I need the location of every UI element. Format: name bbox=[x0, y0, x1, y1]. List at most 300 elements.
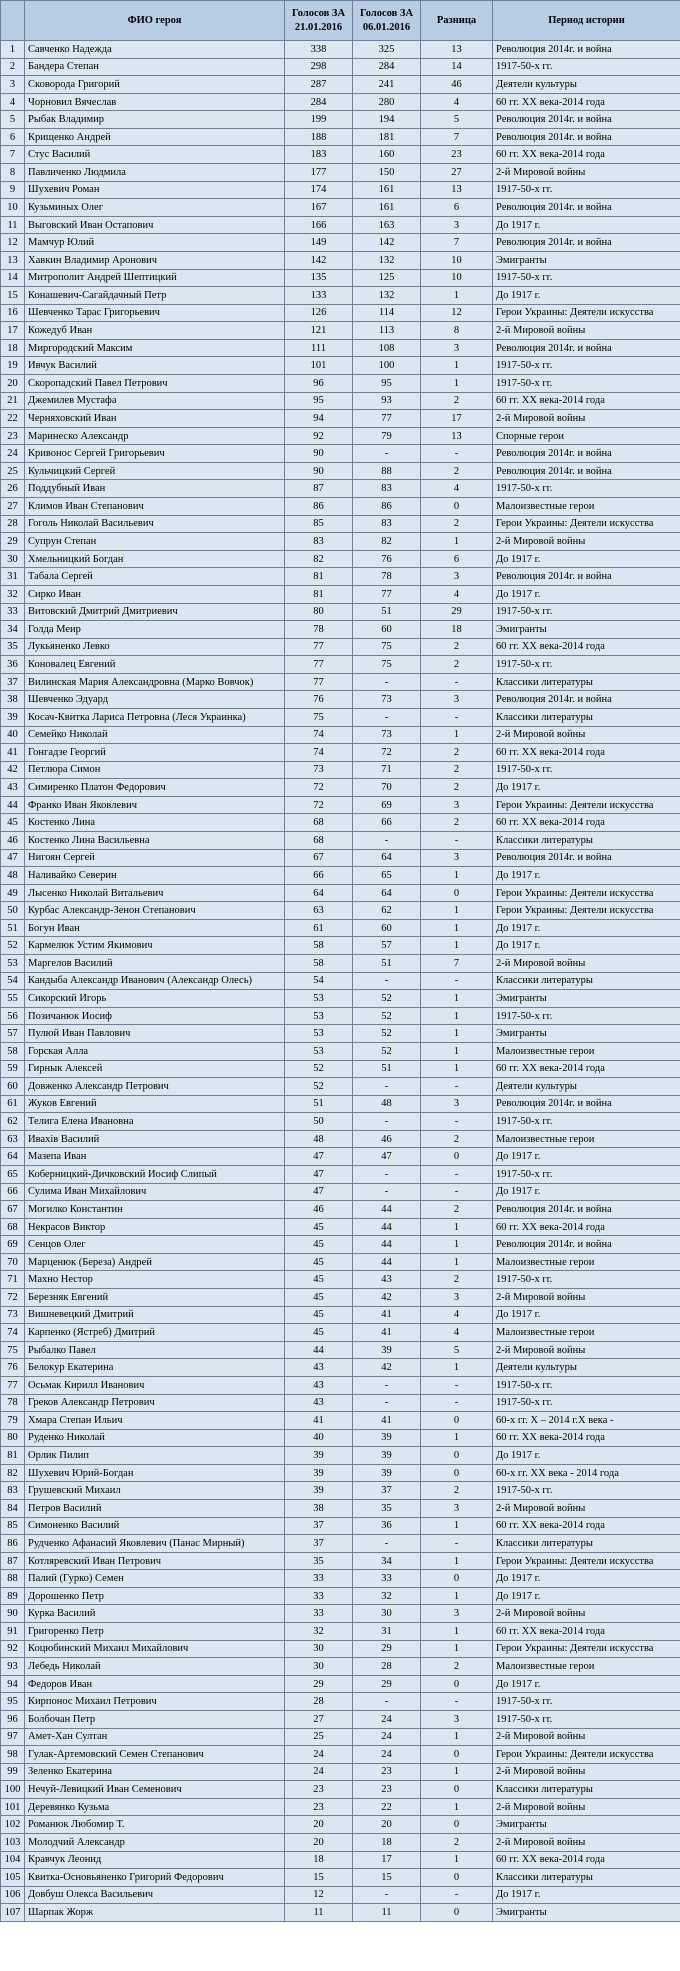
votes-jan-06: 73 bbox=[353, 691, 421, 709]
row-number: 48 bbox=[1, 867, 25, 885]
history-period: 60 гг. XX века-2014 года bbox=[493, 1060, 680, 1078]
hero-name: Карпенко (Ястреб) Дмитрий bbox=[25, 1324, 285, 1342]
votes-jan-21: 39 bbox=[285, 1482, 353, 1500]
history-period: Революция 2014г. и война bbox=[493, 199, 680, 217]
hero-name: Кривонос Сергей Григорьевич bbox=[25, 445, 285, 463]
table-row bbox=[1, 1605, 680, 1623]
vote-difference: 0 bbox=[421, 884, 493, 902]
votes-jan-21: 50 bbox=[285, 1113, 353, 1131]
row-number: 14 bbox=[1, 269, 25, 287]
votes-jan-21: 37 bbox=[285, 1517, 353, 1535]
hero-name: Митрополит Андрей Шептицкий bbox=[25, 269, 285, 287]
votes-jan-21: 47 bbox=[285, 1183, 353, 1201]
vote-difference: 3 bbox=[421, 568, 493, 586]
table-row bbox=[1, 902, 680, 920]
table-row bbox=[1, 339, 680, 357]
table-row bbox=[1, 287, 680, 305]
table-row bbox=[1, 1851, 680, 1869]
history-period: Деятели культуры bbox=[493, 1359, 680, 1377]
table-row bbox=[1, 515, 680, 533]
table-row bbox=[1, 111, 680, 129]
votes-jan-21: 43 bbox=[285, 1359, 353, 1377]
votes-jan-06: 39 bbox=[353, 1429, 421, 1447]
row-number: 47 bbox=[1, 849, 25, 867]
table-row bbox=[1, 1025, 680, 1043]
votes-jan-21: 135 bbox=[285, 269, 353, 287]
history-period: Революция 2014г. и война bbox=[493, 339, 680, 357]
row-number: 56 bbox=[1, 1007, 25, 1025]
row-number: 71 bbox=[1, 1271, 25, 1289]
votes-jan-06: - bbox=[353, 1113, 421, 1131]
table-row bbox=[1, 1587, 680, 1605]
history-period: Малоизвестные герои bbox=[493, 498, 680, 516]
votes-jan-21: 27 bbox=[285, 1710, 353, 1728]
hero-name: Нигоян Сергей bbox=[25, 849, 285, 867]
hero-name: Григоренко Петр bbox=[25, 1623, 285, 1641]
vote-difference: 1 bbox=[421, 1798, 493, 1816]
history-period: Революция 2014г. и война bbox=[493, 691, 680, 709]
hero-name: Ивахів Василий bbox=[25, 1130, 285, 1148]
vote-difference: 0 bbox=[421, 498, 493, 516]
votes-jan-06: 100 bbox=[353, 357, 421, 375]
votes-jan-21: 72 bbox=[285, 796, 353, 814]
votes-jan-06: 46 bbox=[353, 1130, 421, 1148]
history-period: До 1917 г. bbox=[493, 867, 680, 885]
hero-name: Сулима Иван Михайлович bbox=[25, 1183, 285, 1201]
hero-name: Гирнык Алексей bbox=[25, 1060, 285, 1078]
history-period: 2-й Мировой войны bbox=[493, 1499, 680, 1517]
votes-jan-21: 177 bbox=[285, 164, 353, 182]
table-row bbox=[1, 427, 680, 445]
votes-jan-21: 86 bbox=[285, 498, 353, 516]
votes-jan-21: 45 bbox=[285, 1324, 353, 1342]
hero-name: Маринеско Александр bbox=[25, 427, 285, 445]
vote-difference: 5 bbox=[421, 1341, 493, 1359]
hero-name: Кандыба Александр Иванович (Александр Олесь) bbox=[25, 972, 285, 990]
votes-jan-06: 73 bbox=[353, 726, 421, 744]
votes-jan-06: 64 bbox=[353, 884, 421, 902]
table-row bbox=[1, 1148, 680, 1166]
votes-jan-06: 75 bbox=[353, 656, 421, 674]
votes-jan-06: 125 bbox=[353, 269, 421, 287]
history-period: Революция 2014г. и война bbox=[493, 111, 680, 129]
hero-name: Некрасов Виктор bbox=[25, 1218, 285, 1236]
hero-name: Коберницкий-Дичковский Иосиф Слипый bbox=[25, 1166, 285, 1184]
vote-difference: 5 bbox=[421, 111, 493, 129]
votes-jan-21: 96 bbox=[285, 374, 353, 392]
hero-name: Греков Александр Петрович bbox=[25, 1394, 285, 1412]
row-number: 77 bbox=[1, 1376, 25, 1394]
header-difference: Разница bbox=[421, 1, 493, 41]
row-number: 105 bbox=[1, 1869, 25, 1887]
row-number: 70 bbox=[1, 1253, 25, 1271]
row-number: 101 bbox=[1, 1798, 25, 1816]
votes-jan-06: 23 bbox=[353, 1763, 421, 1781]
votes-jan-06: 39 bbox=[353, 1447, 421, 1465]
row-number: 27 bbox=[1, 498, 25, 516]
row-number: 52 bbox=[1, 937, 25, 955]
hero-name: Костенко Лина Васильевна bbox=[25, 832, 285, 850]
table-row bbox=[1, 937, 680, 955]
row-number: 73 bbox=[1, 1306, 25, 1324]
hero-name: Мамчур Юлий bbox=[25, 234, 285, 252]
history-period: До 1917 г. bbox=[493, 1886, 680, 1904]
history-period: Классики литературы bbox=[493, 1781, 680, 1799]
vote-difference: 6 bbox=[421, 550, 493, 568]
hero-name: Голда Меир bbox=[25, 621, 285, 639]
votes-jan-21: 45 bbox=[285, 1306, 353, 1324]
votes-jan-21: 66 bbox=[285, 867, 353, 885]
row-number: 11 bbox=[1, 216, 25, 234]
votes-jan-21: 58 bbox=[285, 955, 353, 973]
votes-jan-06: - bbox=[353, 1166, 421, 1184]
row-number: 30 bbox=[1, 550, 25, 568]
votes-jan-06: 72 bbox=[353, 744, 421, 762]
hero-name: Осьмак Кирилл Иванович bbox=[25, 1376, 285, 1394]
vote-difference: 7 bbox=[421, 955, 493, 973]
votes-jan-06: 78 bbox=[353, 568, 421, 586]
history-period: До 1917 г. bbox=[493, 1570, 680, 1588]
row-number: 62 bbox=[1, 1113, 25, 1131]
votes-jan-06: 284 bbox=[353, 58, 421, 76]
vote-difference: 0 bbox=[421, 1816, 493, 1834]
votes-jan-06: 108 bbox=[353, 339, 421, 357]
table-row bbox=[1, 357, 680, 375]
vote-difference: 23 bbox=[421, 146, 493, 164]
table-row bbox=[1, 58, 680, 76]
votes-jan-21: 20 bbox=[285, 1816, 353, 1834]
votes-jan-06: - bbox=[353, 1376, 421, 1394]
table-row bbox=[1, 1236, 680, 1254]
row-number: 63 bbox=[1, 1130, 25, 1148]
votes-jan-21: 338 bbox=[285, 41, 353, 59]
votes-jan-21: 92 bbox=[285, 427, 353, 445]
table-row bbox=[1, 779, 680, 797]
table-row bbox=[1, 832, 680, 850]
hero-name: Вилинская Мария Александровна (Марко Вовчок) bbox=[25, 673, 285, 691]
row-number: 78 bbox=[1, 1394, 25, 1412]
history-period: Герои Украины: Деятели искусства bbox=[493, 1640, 680, 1658]
history-period: Революция 2014г. и война bbox=[493, 1201, 680, 1219]
row-number: 68 bbox=[1, 1218, 25, 1236]
votes-jan-21: 75 bbox=[285, 708, 353, 726]
votes-jan-06: 57 bbox=[353, 937, 421, 955]
vote-difference: - bbox=[421, 673, 493, 691]
history-period: 60 гг. XX века-2014 года bbox=[493, 1429, 680, 1447]
table-row bbox=[1, 1253, 680, 1271]
history-period: 1917-50-х гг. bbox=[493, 269, 680, 287]
hero-name: Петлюра Симон bbox=[25, 761, 285, 779]
hero-name: Сирко Иван bbox=[25, 585, 285, 603]
row-number: 67 bbox=[1, 1201, 25, 1219]
votes-jan-06: - bbox=[353, 445, 421, 463]
table-row bbox=[1, 1376, 680, 1394]
hero-name: Пулюй Иван Павлович bbox=[25, 1025, 285, 1043]
row-number: 12 bbox=[1, 234, 25, 252]
votes-jan-21: 166 bbox=[285, 216, 353, 234]
history-period: 1917-50-х гг. bbox=[493, 1394, 680, 1412]
table-row bbox=[1, 41, 680, 59]
votes-jan-21: 41 bbox=[285, 1412, 353, 1430]
hero-name: Рудченко Афанасий Яковлевич (Панас Мирный) bbox=[25, 1535, 285, 1553]
hero-name: Петров Василий bbox=[25, 1499, 285, 1517]
vote-difference: 1 bbox=[421, 1552, 493, 1570]
vote-difference: 1 bbox=[421, 1359, 493, 1377]
row-number: 53 bbox=[1, 955, 25, 973]
row-number: 99 bbox=[1, 1763, 25, 1781]
votes-jan-21: 188 bbox=[285, 128, 353, 146]
table-row bbox=[1, 304, 680, 322]
vote-difference: 0 bbox=[421, 1412, 493, 1430]
votes-jan-06: - bbox=[353, 832, 421, 850]
history-period: Малоизвестные герои bbox=[493, 1042, 680, 1060]
row-number: 98 bbox=[1, 1746, 25, 1764]
vote-difference: 1 bbox=[421, 374, 493, 392]
votes-jan-21: 39 bbox=[285, 1447, 353, 1465]
table-row bbox=[1, 1166, 680, 1184]
votes-jan-21: 25 bbox=[285, 1728, 353, 1746]
history-period: До 1917 г. bbox=[493, 1183, 680, 1201]
table-row bbox=[1, 1833, 680, 1851]
history-period: Герои Украины: Деятели искусства bbox=[493, 304, 680, 322]
table-row bbox=[1, 761, 680, 779]
votes-jan-06: 41 bbox=[353, 1412, 421, 1430]
row-number: 34 bbox=[1, 621, 25, 639]
table-row bbox=[1, 691, 680, 709]
vote-difference: 3 bbox=[421, 1095, 493, 1113]
history-period: Спорные герои bbox=[493, 427, 680, 445]
history-period: Эмигранты bbox=[493, 990, 680, 1008]
history-period: Герои Украины: Деятели искусства bbox=[493, 902, 680, 920]
vote-difference: 1 bbox=[421, 1060, 493, 1078]
row-number: 21 bbox=[1, 392, 25, 410]
votes-jan-06: 43 bbox=[353, 1271, 421, 1289]
vote-difference: - bbox=[421, 1886, 493, 1904]
table-row bbox=[1, 744, 680, 762]
hero-name: Поддубный Иван bbox=[25, 480, 285, 498]
vote-difference: - bbox=[421, 1394, 493, 1412]
hero-name: Довбуш Олекса Васильевич bbox=[25, 1886, 285, 1904]
row-number: 91 bbox=[1, 1623, 25, 1641]
hero-name: Кожедуб Иван bbox=[25, 322, 285, 340]
votes-jan-21: 90 bbox=[285, 462, 353, 480]
history-period: 2-й Мировой войны bbox=[493, 1833, 680, 1851]
hero-name: Позичанюк Иосиф bbox=[25, 1007, 285, 1025]
vote-difference: 3 bbox=[421, 1289, 493, 1307]
votes-jan-21: 149 bbox=[285, 234, 353, 252]
vote-difference: 46 bbox=[421, 76, 493, 94]
votes-jan-06: 60 bbox=[353, 919, 421, 937]
vote-difference: 2 bbox=[421, 392, 493, 410]
vote-difference: 3 bbox=[421, 691, 493, 709]
history-period: 60 гг. XX века-2014 года bbox=[493, 1851, 680, 1869]
history-period: Революция 2014г. и война bbox=[493, 234, 680, 252]
votes-jan-06: 113 bbox=[353, 322, 421, 340]
table-row bbox=[1, 1781, 680, 1799]
votes-jan-06: 69 bbox=[353, 796, 421, 814]
table-row bbox=[1, 919, 680, 937]
table-row bbox=[1, 726, 680, 744]
votes-jan-21: 48 bbox=[285, 1130, 353, 1148]
votes-jan-06: 39 bbox=[353, 1341, 421, 1359]
votes-jan-06: 44 bbox=[353, 1253, 421, 1271]
vote-difference: 10 bbox=[421, 269, 493, 287]
table-row bbox=[1, 814, 680, 832]
hero-name: Стус Василий bbox=[25, 146, 285, 164]
row-number: 43 bbox=[1, 779, 25, 797]
history-period: 1917-50-х гг. bbox=[493, 1166, 680, 1184]
hero-name: Косач-Квитка Лариса Петровна (Леся Украинка) bbox=[25, 708, 285, 726]
votes-jan-21: 72 bbox=[285, 779, 353, 797]
vote-difference: 0 bbox=[421, 1904, 493, 1922]
votes-jan-06: 32 bbox=[353, 1587, 421, 1605]
votes-jan-06: 11 bbox=[353, 1904, 421, 1922]
votes-jan-06: - bbox=[353, 1394, 421, 1412]
row-number: 65 bbox=[1, 1166, 25, 1184]
votes-jan-21: 32 bbox=[285, 1623, 353, 1641]
hero-name: Шухевич Роман bbox=[25, 181, 285, 199]
hero-name: Сикорский Игорь bbox=[25, 990, 285, 1008]
votes-jan-21: 77 bbox=[285, 638, 353, 656]
vote-difference: 1 bbox=[421, 1517, 493, 1535]
votes-jan-06: 65 bbox=[353, 867, 421, 885]
vote-difference: 1 bbox=[421, 919, 493, 937]
votes-jan-21: 284 bbox=[285, 93, 353, 111]
history-period: 60 гг. XX века-2014 года bbox=[493, 1623, 680, 1641]
table-row bbox=[1, 251, 680, 269]
hero-name: Сенцов Олег bbox=[25, 1236, 285, 1254]
table-row bbox=[1, 849, 680, 867]
vote-difference: 0 bbox=[421, 1869, 493, 1887]
row-number: 44 bbox=[1, 796, 25, 814]
hero-name: Жуков Евгений bbox=[25, 1095, 285, 1113]
table-row bbox=[1, 1728, 680, 1746]
votes-jan-06: 52 bbox=[353, 990, 421, 1008]
row-number: 41 bbox=[1, 744, 25, 762]
history-period: 60 гг. XX века-2014 года bbox=[493, 146, 680, 164]
votes-jan-06: 29 bbox=[353, 1675, 421, 1693]
row-number: 80 bbox=[1, 1429, 25, 1447]
votes-jan-06: 29 bbox=[353, 1640, 421, 1658]
votes-jan-21: 46 bbox=[285, 1201, 353, 1219]
votes-jan-21: 85 bbox=[285, 515, 353, 533]
vote-difference: 1 bbox=[421, 533, 493, 551]
votes-jan-21: 90 bbox=[285, 445, 353, 463]
votes-jan-21: 73 bbox=[285, 761, 353, 779]
row-number: 50 bbox=[1, 902, 25, 920]
table-row bbox=[1, 796, 680, 814]
row-number: 95 bbox=[1, 1693, 25, 1711]
table-row bbox=[1, 392, 680, 410]
votes-jan-06: 163 bbox=[353, 216, 421, 234]
vote-difference: - bbox=[421, 1693, 493, 1711]
votes-jan-06: 39 bbox=[353, 1464, 421, 1482]
votes-jan-21: 33 bbox=[285, 1570, 353, 1588]
table-row bbox=[1, 146, 680, 164]
hero-name: Вишневецкий Дмитрий bbox=[25, 1306, 285, 1324]
votes-jan-06: 24 bbox=[353, 1728, 421, 1746]
row-number: 96 bbox=[1, 1710, 25, 1728]
hero-name: Гулак-Артемовский Семен Степанович bbox=[25, 1746, 285, 1764]
vote-difference: - bbox=[421, 1376, 493, 1394]
vote-difference: 3 bbox=[421, 1499, 493, 1517]
votes-jan-06: 161 bbox=[353, 199, 421, 217]
hero-name: Белокур Екатерина bbox=[25, 1359, 285, 1377]
hero-name: Рыбалко Павел bbox=[25, 1341, 285, 1359]
history-period: 1917-50-х гг. bbox=[493, 1693, 680, 1711]
row-number: 15 bbox=[1, 287, 25, 305]
hero-name: Чорновил Вячеслав bbox=[25, 93, 285, 111]
vote-difference: 1 bbox=[421, 990, 493, 1008]
hero-name: Лебедь Николай bbox=[25, 1658, 285, 1676]
hero-name: Орлик Пилип bbox=[25, 1447, 285, 1465]
history-period: 60 гг. XX века-2014 года bbox=[493, 1517, 680, 1535]
votes-jan-21: 61 bbox=[285, 919, 353, 937]
history-period: Эмигранты bbox=[493, 1904, 680, 1922]
history-period: До 1917 г. bbox=[493, 779, 680, 797]
history-period: 60-х гг. ХХ века - 2014 года bbox=[493, 1464, 680, 1482]
votes-jan-06: 51 bbox=[353, 955, 421, 973]
hero-name: Симиренко Платон Федорович bbox=[25, 779, 285, 797]
vote-difference: 2 bbox=[421, 814, 493, 832]
row-number: 59 bbox=[1, 1060, 25, 1078]
votes-jan-06: - bbox=[353, 673, 421, 691]
row-number: 1 bbox=[1, 41, 25, 59]
history-period: 1917-50-х гг. bbox=[493, 1113, 680, 1131]
row-number: 16 bbox=[1, 304, 25, 322]
vote-difference: 4 bbox=[421, 1306, 493, 1324]
table-row bbox=[1, 1078, 680, 1096]
votes-jan-06: - bbox=[353, 1886, 421, 1904]
history-period: 2-й Мировой войны bbox=[493, 533, 680, 551]
table-row bbox=[1, 1552, 680, 1570]
history-period: 1917-50-х гг. bbox=[493, 357, 680, 375]
table-row bbox=[1, 708, 680, 726]
hero-name: Франко Иван Яковлевич bbox=[25, 796, 285, 814]
votes-jan-06: - bbox=[353, 1693, 421, 1711]
history-period: 2-й Мировой войны bbox=[493, 1763, 680, 1781]
votes-jan-06: 114 bbox=[353, 304, 421, 322]
votes-jan-21: 37 bbox=[285, 1535, 353, 1553]
row-number: 57 bbox=[1, 1025, 25, 1043]
votes-jan-21: 199 bbox=[285, 111, 353, 129]
vote-difference: 2 bbox=[421, 1482, 493, 1500]
row-number: 89 bbox=[1, 1587, 25, 1605]
votes-jan-21: 33 bbox=[285, 1587, 353, 1605]
history-period: 1917-50-х гг. bbox=[493, 1482, 680, 1500]
votes-jan-21: 33 bbox=[285, 1605, 353, 1623]
vote-difference: 0 bbox=[421, 1781, 493, 1799]
votes-jan-06: 17 bbox=[353, 1851, 421, 1869]
history-period: Деятели культуры bbox=[493, 76, 680, 94]
table-row bbox=[1, 410, 680, 428]
row-number: 51 bbox=[1, 919, 25, 937]
row-number: 7 bbox=[1, 146, 25, 164]
votes-jan-06: 51 bbox=[353, 603, 421, 621]
table-row bbox=[1, 1746, 680, 1764]
row-number: 60 bbox=[1, 1078, 25, 1096]
history-period: 1917-50-х гг. bbox=[493, 761, 680, 779]
hero-name: Богун Иван bbox=[25, 919, 285, 937]
history-period: 2-й Мировой войны bbox=[493, 1289, 680, 1307]
table-row bbox=[1, 216, 680, 234]
votes-jan-06: 34 bbox=[353, 1552, 421, 1570]
votes-jan-21: 52 bbox=[285, 1060, 353, 1078]
hero-name: Могилко Константин bbox=[25, 1201, 285, 1219]
vote-difference: 13 bbox=[421, 181, 493, 199]
votes-jan-21: 52 bbox=[285, 1078, 353, 1096]
hero-name: Маргелов Василий bbox=[25, 955, 285, 973]
